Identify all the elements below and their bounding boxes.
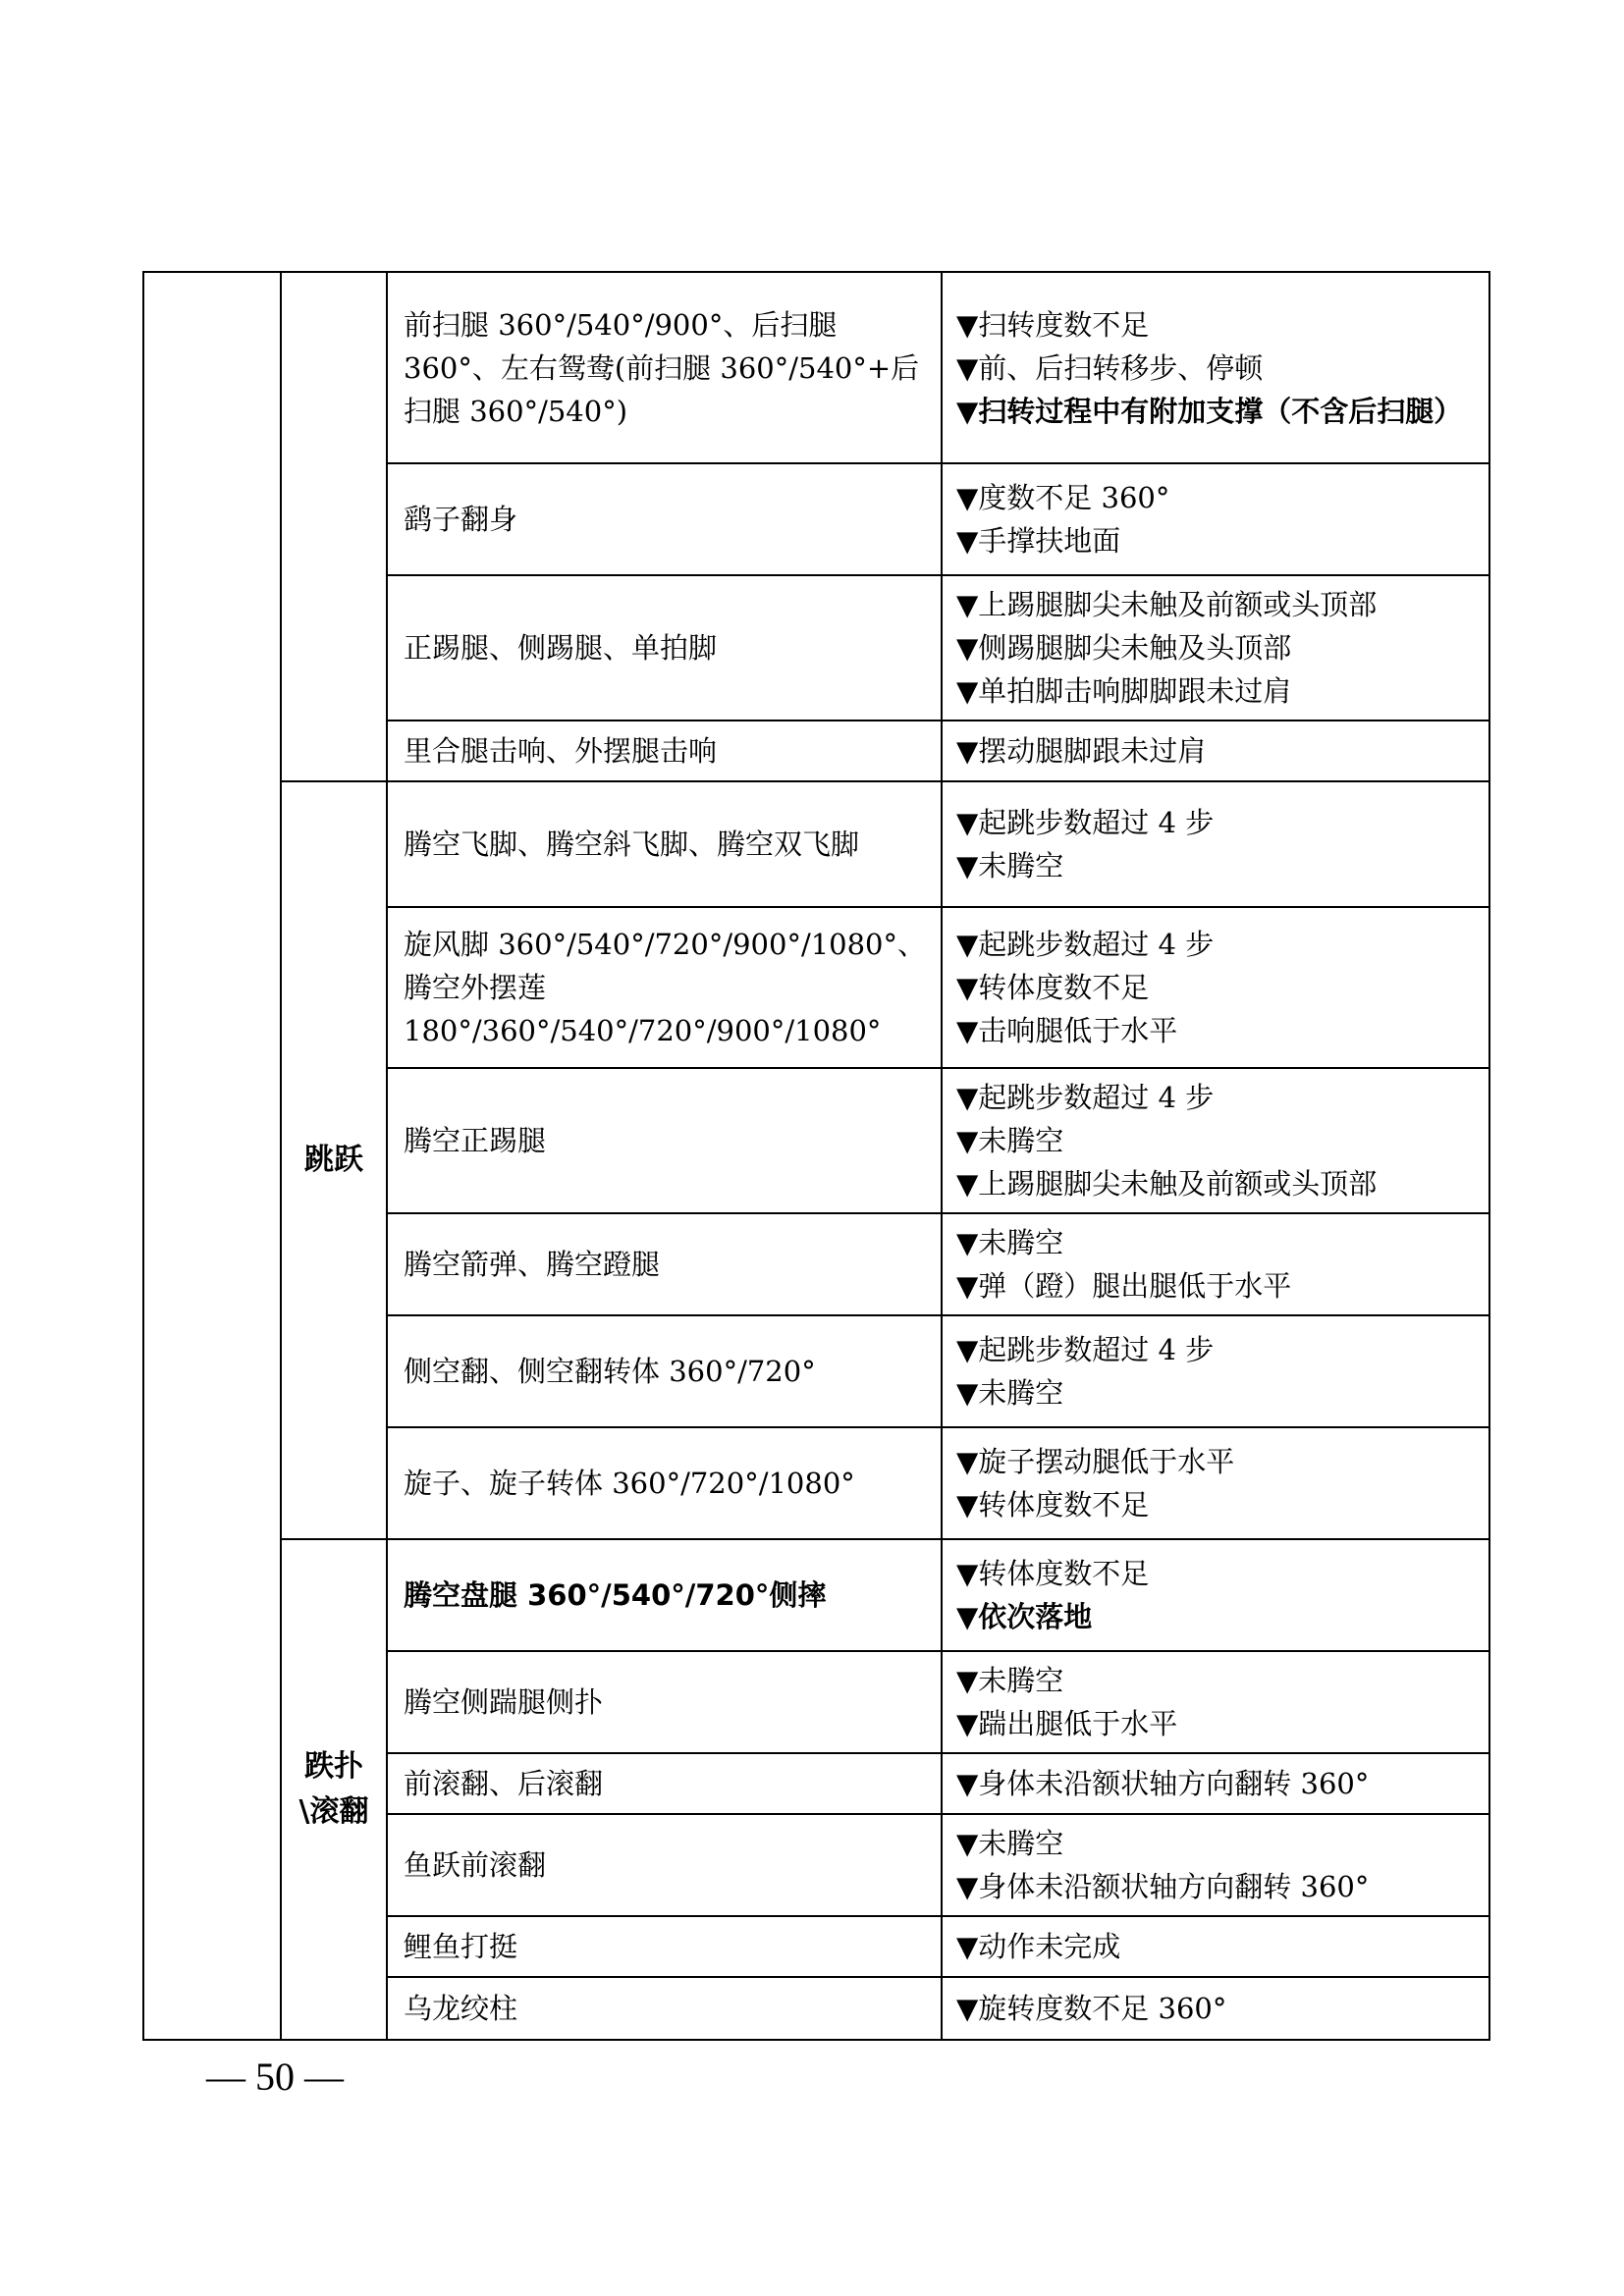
table-row <box>143 272 1489 463</box>
deduction-cell <box>942 575 1489 721</box>
technique-name: 旋子、旋子转体 360°/720°/1080° <box>387 1427 942 1539</box>
table-row <box>143 781 1489 907</box>
category-label: 跌扑\滚翻 <box>298 1749 369 1829</box>
deduction-item: ▼单拍脚击响脚脚跟未过肩 <box>956 674 1292 708</box>
deduction-cell <box>942 1315 1489 1427</box>
deduction-item: ▼起跳步数超过 4 步 <box>956 806 1215 839</box>
deduction-item: ▼旋转度数不足 360° <box>956 1992 1227 2025</box>
deduction-item: ▼侧踢腿脚尖未触及头顶部 <box>956 631 1292 665</box>
deduction-cell <box>942 272 1489 463</box>
deduction-cell <box>942 1068 1489 1213</box>
deduction-item: ▼上踢腿脚尖未触及前额或头顶部 <box>956 588 1378 621</box>
table-row <box>143 1539 1489 1651</box>
technique-name: 侧空翻、侧空翻转体 360°/720° <box>387 1315 942 1427</box>
deduction-item: ▼依次落地 <box>956 1600 1093 1633</box>
deduction-item: ▼转体度数不足 <box>956 1488 1150 1522</box>
deduction-cell <box>942 1814 1489 1916</box>
deduction-item: ▼动作未完成 <box>956 1930 1121 1963</box>
deduction-cell <box>942 1427 1489 1539</box>
technique-name: 旋风脚 360°/540°/720°/900°/1080°、腾空外摆莲 180°/360°/540°/720°/900°/1080° <box>387 907 942 1068</box>
deduction-item: ▼摆动腿脚跟未过肩 <box>956 734 1207 768</box>
technique-name: 鱼跃前滚翻 <box>387 1814 942 1916</box>
technique-name: 腾空盘腿 360°/540°/720°侧摔 <box>387 1539 942 1651</box>
deduction-item: ▼转体度数不足 <box>956 1557 1150 1590</box>
technique-name: 腾空箭弹、腾空蹬腿 <box>387 1213 942 1315</box>
deduction-item: ▼未腾空 <box>956 849 1064 882</box>
deduction-item: ▼前、后扫转移步、停顿 <box>956 350 1264 385</box>
deduction-item: ▼身体未沿额状轴方向翻转 360° <box>956 1870 1370 1903</box>
page-number: — 50 — <box>206 2055 344 2099</box>
deduction-cell <box>942 781 1489 907</box>
deduction-item: ▼扫转过程中有附加支撑（不含后扫腿） <box>956 394 1463 428</box>
technique-name: 里合腿击响、外摆腿击响 <box>387 721 942 781</box>
deduction-item: ▼身体未沿额状轴方向翻转 360° <box>956 1767 1370 1800</box>
category-fall-roll <box>281 1539 387 2040</box>
deduction-item: ▼转体度数不足 <box>956 971 1150 1004</box>
technique-name: 腾空侧踹腿侧扑 <box>387 1651 942 1753</box>
deduction-item: ▼起跳步数超过 4 步 <box>956 1333 1215 1366</box>
technique-name: 鲤鱼打挺 <box>387 1916 942 1977</box>
technique-name: 腾空正踢腿 <box>387 1068 942 1213</box>
deduction-item: ▼弹（蹬）腿出腿低于水平 <box>956 1269 1292 1303</box>
deduction-item: ▼上踢腿脚尖未触及前额或头顶部 <box>956 1167 1378 1201</box>
technique-name: 前滚翻、后滚翻 <box>387 1753 942 1814</box>
technique-name: 前扫腿 360°/540°/900°、后扫腿 360°、左右鸳鸯(前扫腿 360°/540°+后扫腿 360°/540°) <box>387 272 942 463</box>
deduction-cell <box>942 1977 1489 2040</box>
deduction-cell <box>942 1916 1489 1977</box>
technique-name: 腾空飞脚、腾空斜飞脚、腾空双飞脚 <box>387 781 942 907</box>
deduction-item: ▼未腾空 <box>956 1226 1064 1259</box>
deduction-cell <box>942 1213 1489 1315</box>
deduction-item: ▼未腾空 <box>956 1827 1064 1860</box>
outer-category-cell <box>143 272 281 2040</box>
deduction-item: ▼起跳步数超过 4 步 <box>956 1081 1215 1114</box>
deduction-item: ▼未腾空 <box>956 1376 1064 1410</box>
deduction-item: ▼未腾空 <box>956 1124 1064 1157</box>
deduction-item: ▼未腾空 <box>956 1664 1064 1697</box>
deduction-item: ▼扫转度数不足 <box>956 307 1150 342</box>
deduction-item: ▼度数不足 360° <box>956 481 1170 514</box>
deduction-item: ▼旋子摆动腿低于水平 <box>956 1445 1235 1478</box>
deduction-item: ▼踹出腿低于水平 <box>956 1707 1178 1740</box>
deduction-cell <box>942 1753 1489 1814</box>
deduction-cell <box>942 907 1489 1068</box>
deduction-cell <box>942 1651 1489 1753</box>
technique-name: 正踢腿、侧踢腿、单拍脚 <box>387 575 942 721</box>
deduction-item: ▼起跳步数超过 4 步 <box>956 928 1215 961</box>
deduction-item: ▼手撑扶地面 <box>956 524 1121 558</box>
technique-table <box>142 271 1490 2041</box>
technique-name: 鹞子翻身 <box>387 463 942 575</box>
deduction-item: ▼击响腿低于水平 <box>956 1014 1178 1047</box>
deduction-cell <box>942 463 1489 575</box>
technique-name: 乌龙绞柱 <box>387 1977 942 2040</box>
category-jump: 跳跃 <box>281 781 387 1539</box>
deduction-cell <box>942 721 1489 781</box>
category-cell-empty <box>281 272 387 781</box>
deduction-cell <box>942 1539 1489 1651</box>
